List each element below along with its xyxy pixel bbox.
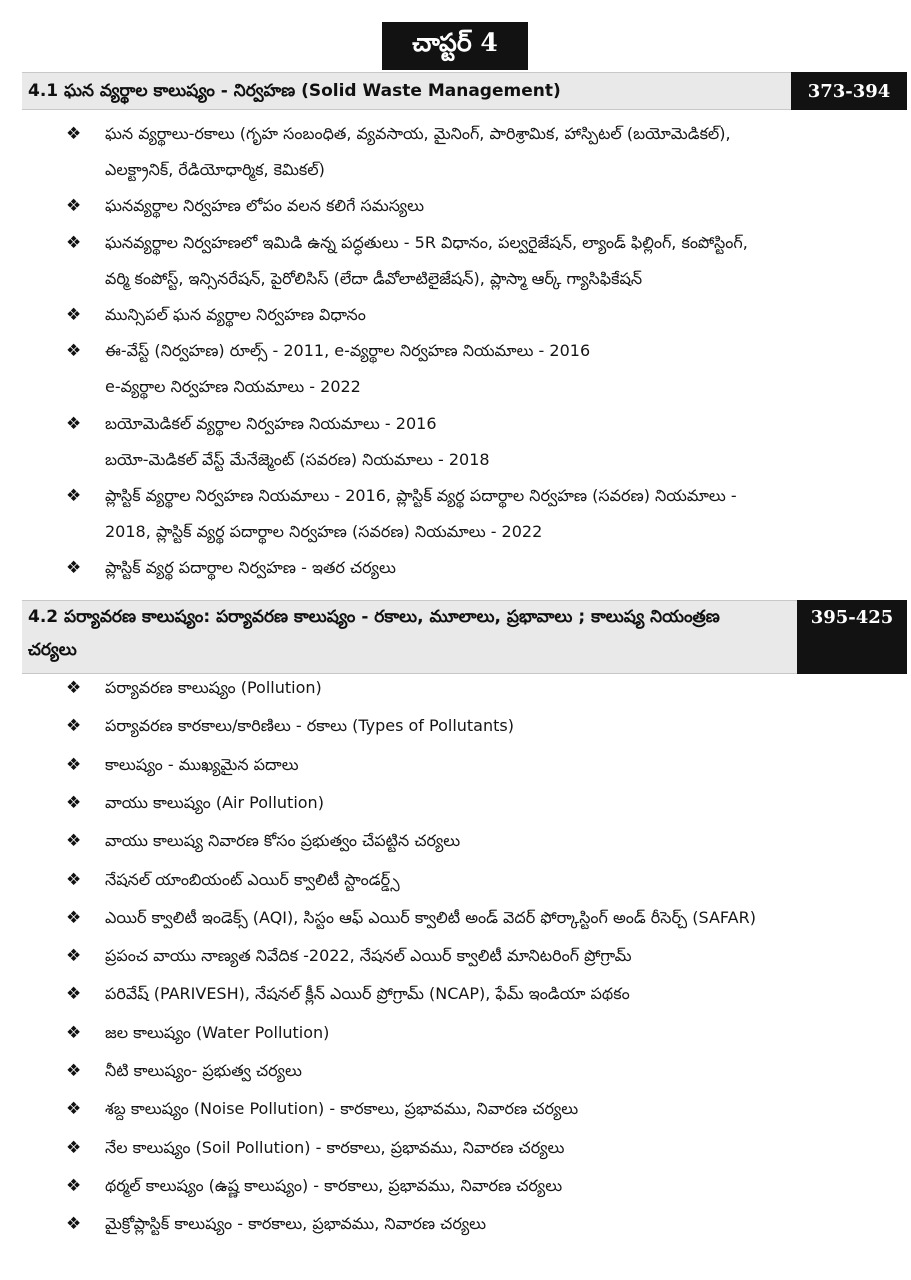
list-item-text <box>105 406 911 478</box>
bullet-icon: ❖ <box>66 124 82 144</box>
list-item-line: మున్సిపల్ ఘన వ్యర్థాల నిర్వహణ విధానం <box>105 305 366 324</box>
bullet-icon: ❖ <box>66 907 82 928</box>
bullet-icon: ❖ <box>66 558 82 579</box>
list-item-line: వాయు కాలుష్య నివారణ కోసం ప్రభుత్వం చేపట్టిన చర్యలు <box>105 831 461 851</box>
list-item-text <box>105 747 911 783</box>
list-item-text <box>105 225 911 297</box>
section-title: 4.2 పర్యావరణ కాలుష్యం: పర్యావరణ కాలుష్యం - రకాలు, మూలాలు, ప్రభావాలు ; కాలుష్య నియంత్రణ చర్యలు <box>28 607 720 660</box>
list-item-line: శబ్ద కాలుష్యం (Noise Pollution) - కారకాలు, ప్రభావము, నివారణ చర్యలు <box>105 1099 579 1119</box>
bullet-icon: ❖ <box>66 305 82 325</box>
list-item-text <box>105 297 911 333</box>
list-item-line: ప్లాస్టిక్ వ్యర్థాల నిర్వహణ నియమాలు - 2016, ప్లాస్టిక్ వ్యర్థ పదార్థాల నిర్వహణ (సవరణ) నియమాలు - <box>105 486 737 505</box>
bullet-icon: ❖ <box>66 196 82 217</box>
list-item-line: కాలుష్యం - ముఖ్యమైన పదాలు <box>105 754 299 774</box>
bullet-icon: ❖ <box>66 716 82 737</box>
bullet-icon: ❖ <box>66 678 82 698</box>
list-item-text <box>105 1091 911 1127</box>
list-item-text <box>105 116 911 188</box>
list-item-line: వర్మి కంపోస్ట్, ఇన్సినరేషన్, పైరోలిసిస్ (లేదా డీవోలాటిలైజేషన్), ప్లాస్మా ఆర్క్ గ్యాసిఫికేషన్ <box>105 268 643 288</box>
list-item-line: ప్లాస్టిక్ వ్యర్థ పదార్థాల నిర్వహణ - ఇతర చర్యలు <box>105 558 396 578</box>
list-item-line: ఘనవ్యర్థాల నిర్వహణలో ఇమిడి ఉన్న పద్ధతులు - 5R విధానం, పల్వరైజేషన్, ల్యాండ్ ఫిల్లింగ్, కంపోస్టింగ్, <box>105 232 748 252</box>
section-header-4-2 <box>22 600 907 674</box>
list-item-line: ఎలక్ట్రానిక్, రేడియోధార్మిక, కెమికల్) <box>105 160 325 179</box>
list-item-line: థర్మల్ కాలుష్యం (ఉష్ణ కాలుష్యం) - కారకాలు, ప్రభావము, నివారణ చర్యలు <box>105 1175 563 1195</box>
bullet-icon: ❖ <box>66 946 82 967</box>
list-item-text <box>105 1168 911 1204</box>
list-item-line: జల కాలుష్యం (Water Pollution) <box>105 1022 330 1042</box>
section-header-4-1 <box>22 72 907 110</box>
list-item-line: పర్యావరణ కారకాలు/కారిణిలు - రకాలు (Types of Pollutants) <box>105 716 514 736</box>
bullet-icon: ❖ <box>66 869 82 890</box>
list-item-text <box>105 900 911 936</box>
bullet-icon: ❖ <box>66 984 82 1005</box>
list-item-text <box>105 708 911 744</box>
page-range-badge: 395-425 <box>797 600 907 674</box>
list-item-line: 2018, ప్లాస్టిక్ వ్యర్థ పదార్థాల నిర్వహణ (సవరణ) నియమాలు - 2022 <box>105 522 543 541</box>
bullet-icon: ❖ <box>66 831 82 852</box>
list-item-text <box>105 1015 911 1051</box>
list-item-text <box>105 1130 911 1166</box>
list-item-line: ఘనవ్యర్థాల నిర్వహణ లోపం వలన కలిగే సమస్యలు <box>105 196 424 216</box>
list-item-line: e-వ్యర్థాల నిర్వహణ నియమాలు - 2022 <box>105 377 361 397</box>
chapter-heading: చాప్టర్ 4 <box>382 22 528 70</box>
bullet-icon: ❖ <box>66 232 82 253</box>
section-title: 4.1 ఘన వ్యర్థాల కాలుష్యం - నిర్వహణ (Solid Waste Management) <box>28 81 561 101</box>
list-item-text <box>105 670 911 706</box>
list-item-text <box>105 1053 911 1089</box>
bullet-icon: ❖ <box>66 1022 82 1043</box>
list-item-line: బయోమెడికల్ వ్యర్థాల నిర్వహణ నియమాలు - 2016 <box>105 413 437 433</box>
list-item-text <box>105 333 911 405</box>
bullet-icon: ❖ <box>66 1214 82 1235</box>
bullet-icon: ❖ <box>66 754 82 775</box>
bullet-icon: ❖ <box>66 1137 82 1158</box>
list-item-line: ఘన వ్యర్థాలు-రకాలు (గృహ సంబంధిత, వ్యవసాయ, మైనింగ్, పారిశ్రామిక, హాస్పిటల్ (బయోమెడికల్), <box>105 124 731 143</box>
bullet-icon: ❖ <box>66 413 82 434</box>
list-item-line: ఈ-వేస్ట్ (నిర్వహణ) రూల్స్ - 2011, e-వ్యర్థాల నిర్వహణ నియమాలు - 2016 <box>105 341 591 361</box>
bullet-icon: ❖ <box>66 341 82 362</box>
list-item-line: పర్యావరణ కాలుష్యం (Pollution) <box>105 678 322 697</box>
bullet-icon: ❖ <box>66 792 82 813</box>
list-item-line: బయో-మెడికల్ వేస్ట్ మేనేజ్మెంట్ (సవరణ) నియమాలు - 2018 <box>105 449 490 469</box>
list-item-text <box>105 478 911 550</box>
list-item-text <box>105 188 911 224</box>
list-item-text <box>105 823 911 859</box>
list-item-text <box>105 785 911 821</box>
list-item-line: నేషనల్ యాంబియంట్ ఎయిర్ క్వాలిటీ స్టాండర్డ్స్ <box>105 869 400 889</box>
list-item-line: నీటి కాలుష్యం- ప్రభుత్వ చర్యలు <box>105 1061 302 1080</box>
bullet-icon: ❖ <box>66 1061 82 1081</box>
list-item-text <box>105 1206 911 1242</box>
list-item-line: పరివేష్ (PARIVESH), నేషనల్ క్లీన్ ఎయిర్ ప్రోగ్రామ్ (NCAP), ఫేమ్ ఇండియా పథకం <box>105 984 630 1004</box>
bullet-icon: ❖ <box>66 486 82 506</box>
bullet-icon: ❖ <box>66 1175 82 1196</box>
list-item-line: వాయు కాలుష్యం (Air Pollution) <box>105 792 324 812</box>
list-item-text <box>105 862 911 898</box>
list-item-line: ఎయిర్ క్వాలిటీ ఇండెక్స్ (AQI), సిస్టం ఆఫ్ ఎయిర్ క్వాలిటీ అండ్ వెదర్ ఫోర్కాస్టింగ్ అండ్ రీసెర్చ్ (SAFAR) <box>105 907 756 927</box>
page-range-badge: 373-394 <box>791 72 907 110</box>
list-item-text <box>105 976 911 1012</box>
list-item-line: నేల కాలుష్యం (Soil Pollution) - కారకాలు, ప్రభావము, నివారణ చర్యలు <box>105 1137 565 1157</box>
list-item-text <box>105 550 911 586</box>
list-item-text <box>105 938 911 974</box>
bullet-icon: ❖ <box>66 1099 82 1120</box>
list-item-line: ప్రపంచ వాయు నాణ్యత నివేదిక -2022, నేషనల్ ఎయిర్ క్వాలిటీ మానిటరింగ్ ప్రోగ్రామ్ <box>105 946 632 966</box>
list-item-line: మైక్రోప్లాస్టిక్ కాలుష్యం - కారకాలు, ప్రభావము, నివారణ చర్యలు <box>105 1214 487 1234</box>
